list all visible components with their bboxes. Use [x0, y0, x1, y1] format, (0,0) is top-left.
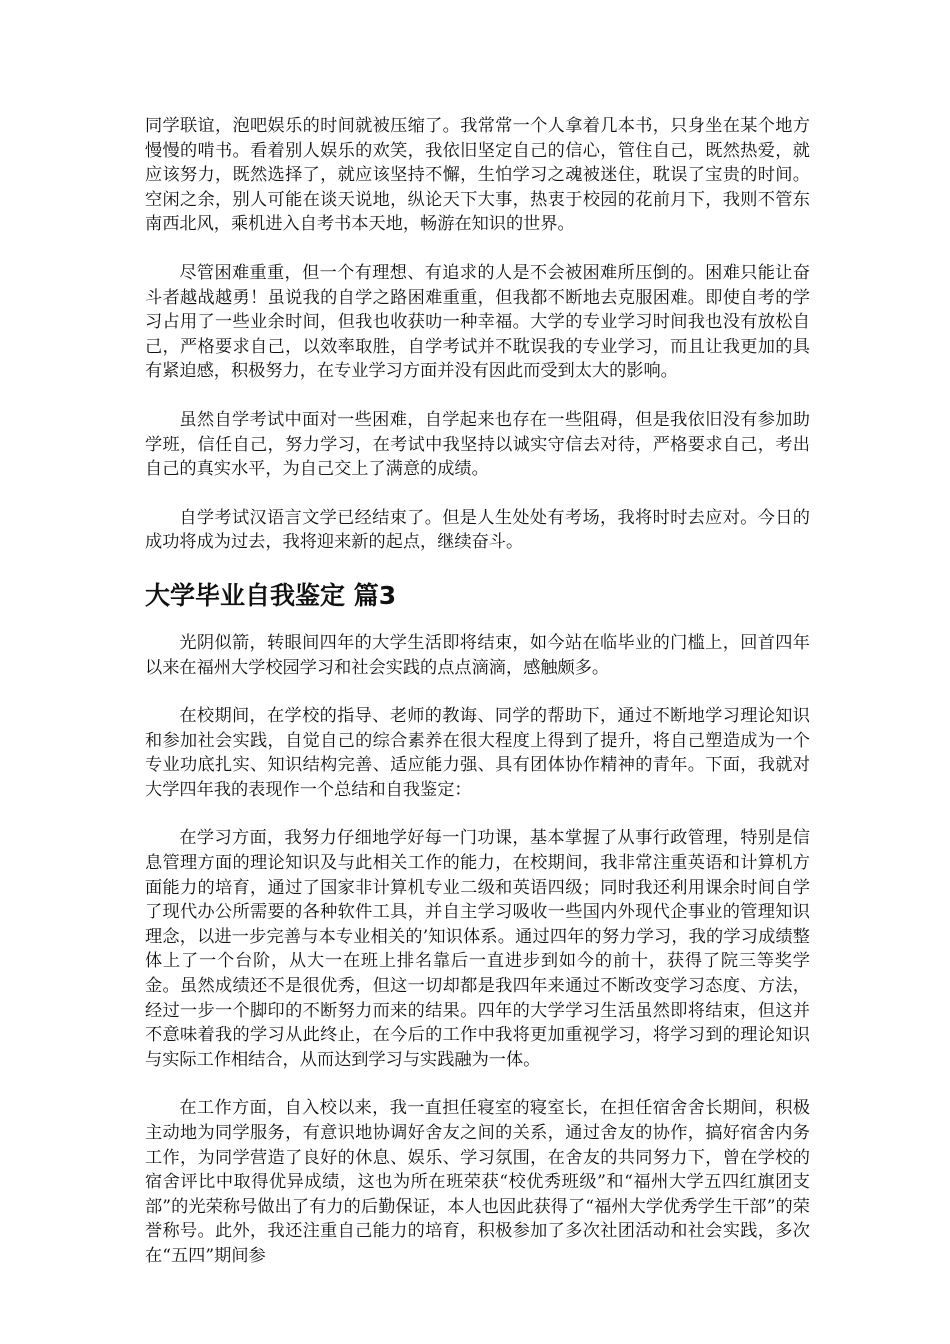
- section-heading: 大学毕业自我鉴定 篇3: [145, 580, 397, 610]
- paragraph: 在工作方面，自入校以来，我一直担任寝室的寝室长，在担任宿舍舍长期间，积极主动地为同学服务，有意识地协调好舍友之间的关系，通过舍友的协作，搞好宿舍内务工作，为同学营造了良好的休息、娱乐、学习氛围，在舍友的共同努力下，曾在学校的宿舍评比中取得优异成绩，这也为所在班荣获“校优秀班级”和“福州大学五四红旗团支部”的光荣称号做出了有力的后勤保证，本人也因此获得了“福州大学优秀学生干部”的荣誉称号。此外，我还注重自己能力的培育，积极参加了多次社团活动和社会实践，多次在“五四”期间参: [145, 1098, 810, 1266]
- paragraph: 在学习方面，我努力仔细地学好每一门功课，基本掌握了从事行政管理，特别是信息管理方面的理论知识及与此相关工作的能力，在校期间，我非常注重英语和计算机方面能力的培育，通过了国家非计算机专业二级和英语四级；同时我还利用课余时间自学了现代办公所需要的各种软件工具，并自主学习吸收一些国内外现代企事业的管理知识理念，以进一步完善与本专业相关的’知识体系。通过四年的努力学习，我的学习成绩整体上了一个台阶，从大一在班上排名靠后一直进步到如今的前十，获得了院三等奖学金。虽然成绩还不是很优秀，但这一切却都是我四年来通过不断改变学习态度、方法，经过一步一个脚印的不断努力而来的结果。四年的大学学习生活虽然即将结束，但这并不意味着我的学习从此终止，在今后的工作中我将更加重视学习，将学习到的理论知识与实际工作相结合，从而达到学习与实践融为一体。: [145, 828, 810, 1070]
- paragraph: 虽然自学考试中面对一些困难，自学起来也存在一些阻碍，但是我依旧没有参加助学班，信任自己，努力学习，在考试中我坚持以诚实守信去对待，严格要求自己，考出自己的真实水平，为自己交上了满意的成绩。: [145, 409, 810, 480]
- document-page: [145, 114, 810, 1293]
- paragraph: 在校期间，在学校的指导、老师的教诲、同学的帮助下，通过不断地学习理论知识和参加社会实践，自觉自己的综合素养在很大程度上得到了提升，将自己塑造成为一个专业功底扎实、知识结构完善、适应能力强、具有团体协作精神的青年。下面，我就对大学四年我的表现作一个总结和自我鉴定：: [145, 706, 810, 800]
- paragraph: 自学考试汉语言文学已经结束了。但是人生处处有考场，我将时时去应对。今日的成功将成为过去，我将迎来新的起点，继续奋斗。: [145, 507, 810, 553]
- paragraph: 尽管困难重重，但一个有理想、有追求的人是不会被困难所压倒的。困难只能让奋斗者越战越勇！虽说我的自学之路困难重重，但我都不断地去克服困难。即使自考的学习占用了一些业余时间，但我也收获叻一种幸福。大学的专业学习时间我也没有放松自己，严格要求自己，以效率取胜，自学考试并不耽误我的专业学习，而且让我更加的具有紧迫感，积极努力，在专业学习方面并没有因此而受到太大的影响。: [145, 262, 810, 382]
- paragraph: 光阴似箭，转眼间四年的大学生活即将结束，如今站在临毕业的门槛上，回首四年以来在福州大学校园学习和社会实践的点点滴滴，感触颇多。: [145, 632, 810, 678]
- paragraph-continued: 同学联谊，泡吧娱乐的时间就被压缩了。我常常一个人拿着几本书，只身坐在某个地方慢慢的啃书。看着别人娱乐的欢笑，我依旧坚定自己的信心，管住自己，既然热爱，就应该努力，既然选择了，就应该坚持不懈，生怕学习之魂被迷住，耽误了宝贵的时间。空闲之余，别人可能在谈天说地，纵论天下大事，热衷于校园的花前月下，我则不管东南西北风，乘机进入自考书本天地，畅游在知识的世界。: [145, 116, 810, 235]
